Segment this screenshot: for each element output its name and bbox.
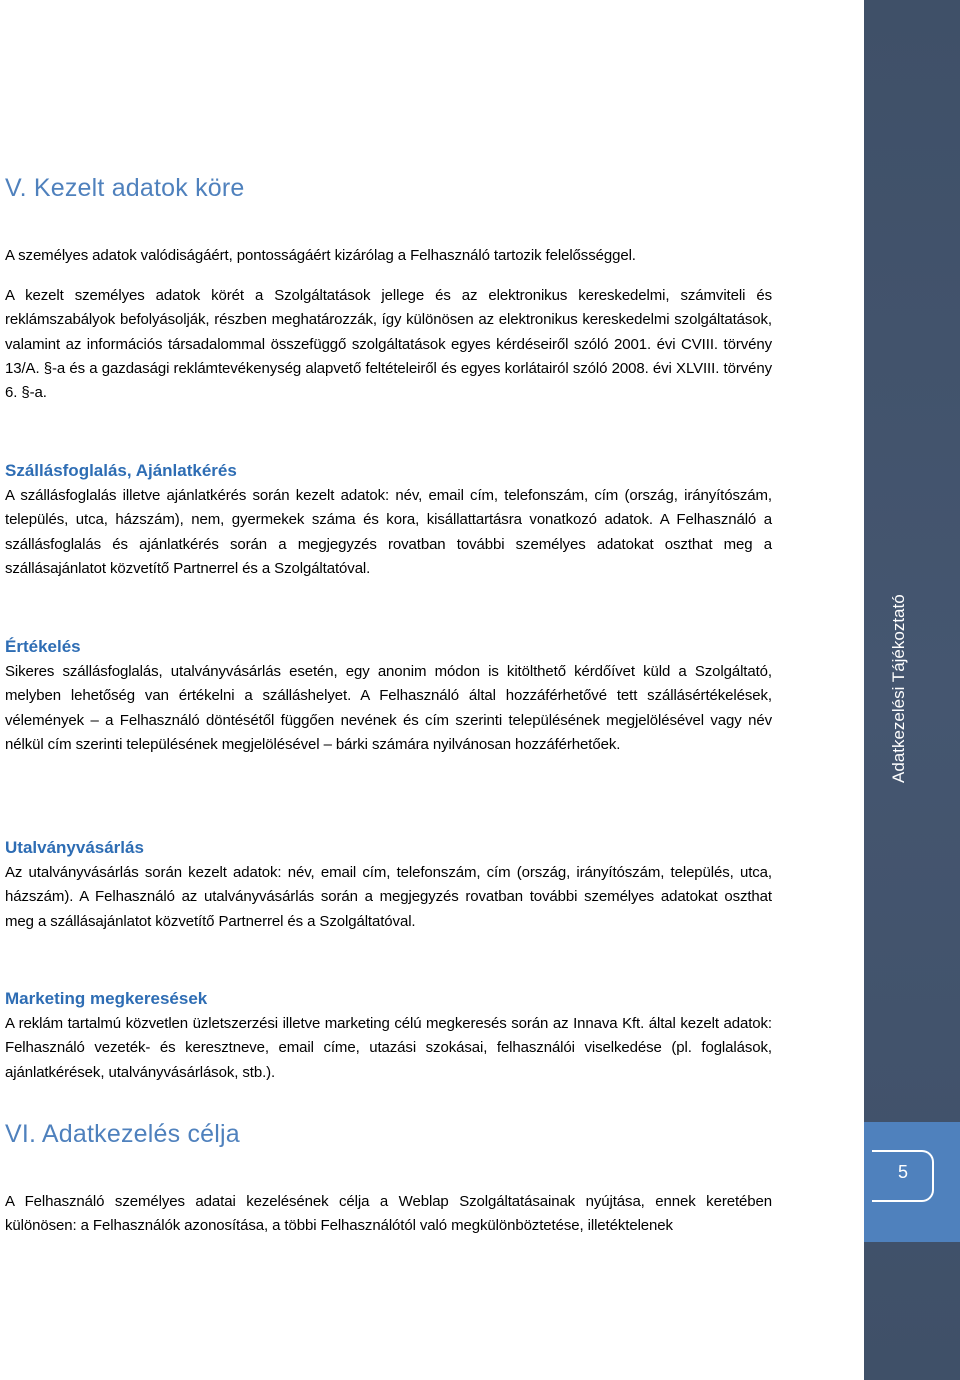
intro-paragraph-2: A kezelt személyes adatok körét a Szolgáltatások jellege és az elektronikus kereskedelmi, számviteli és reklámszabályok befolyásolják, részben meghatározzák, így különösen az elektronikus kereskedelmi szolgáltatások, valamint az információs társadalommal összefüggő szolgáltatások egyes kérdéseiről szóló 2001. évi CVIII. törvény 13/A. §-a és a gazdasági reklámtevékenység alapvető feltételeiről és egyes korlátairól szóló 2008. évi XLVIII. törvény 6. §-a. xyxy=(5,287,772,402)
booking-paragraph: A szállásfoglalás illetve ajánlatkérés során kezelt adatok: név, email cím, telefonszám, cím (ország, irányítószám, település, utca, házszám), nem, gyermekek száma és kora, kisállattartásra vonatkozó adatok. A Felhasználó a szállásfoglalás és ajánlatkérés során a megjegyzés rovatban további személyes adatokat oszthat meg a szállásajánlatot közvetítő Partnerrel és a Szolgáltatóval. xyxy=(5,487,772,577)
heading-marketing: Marketing megkeresések xyxy=(5,989,208,1008)
heading-voucher: Utalványvásárlás xyxy=(5,838,144,857)
sidebar-title: Adatkezelési Tájékoztató xyxy=(889,594,908,783)
purpose-paragraph: A Felhasználó személyes adatai kezelésének célja a Weblap Szolgáltatásainak nyújtása, ennek keretében különösen: a Felhasználók azonosítása, a többi Felhasználótól való megkülönböztetése, illetéktelenek xyxy=(5,1193,772,1235)
heading-rating: Értékelés xyxy=(5,637,81,656)
rating-paragraph: Sikeres szállásfoglalás, utalványvásárlás esetén, egy anonim módon is kitölthető kérdőívet küld a Szolgáltató, melyben lehetőség van értékelni a szálláshelyet. A Felhasználó által hozzáférhetővé tett szállásértékelések, vélemények – a Felhasználó döntésétől függően nevének és cím szerinti településének megjelölésével vagy név nélkül cím szerinti településének megjelölésével – bárki számára nyilvánosan hozzáférhetőek. xyxy=(5,663,772,753)
voucher-paragraph: Az utalványvásárlás során kezelt adatok: név, email cím, telefonszám, cím (ország, irányítószám, település, utca, házszám). A Felhasználó az utalványvásárlás során a megjegyzés rovatban további személyes adatokat oszthat meg a szállásajánlatot közvetítő Partnerrel és a Szolgáltatóval. xyxy=(5,864,772,930)
section-title-kezelt-adatok: V. Kezelt adatok köre xyxy=(5,174,245,202)
heading-booking: Szállásfoglalás, Ajánlatkérés xyxy=(5,461,237,480)
intro-paragraph-1: A személyes adatok valódiságáért, pontosságáért kizárólag a Felhasználó tartozik felelősséggel. xyxy=(5,247,636,264)
marketing-paragraph: A reklám tartalmú közvetlen üzletszerzési illetve marketing célú megkeresés során az Innava Kft. által kezelt adatok: Felhasználó vezeték- és keresztneve, email címe, utazási szokásai, felhasználói viselkedése (pl. foglalások, ajánlatkérések, utalványvásárlások, stb.). xyxy=(5,1015,772,1081)
section-title-adatkezeles-celja: VI. Adatkezelés célja xyxy=(5,1120,240,1148)
page-number: 5 xyxy=(897,1162,908,1182)
